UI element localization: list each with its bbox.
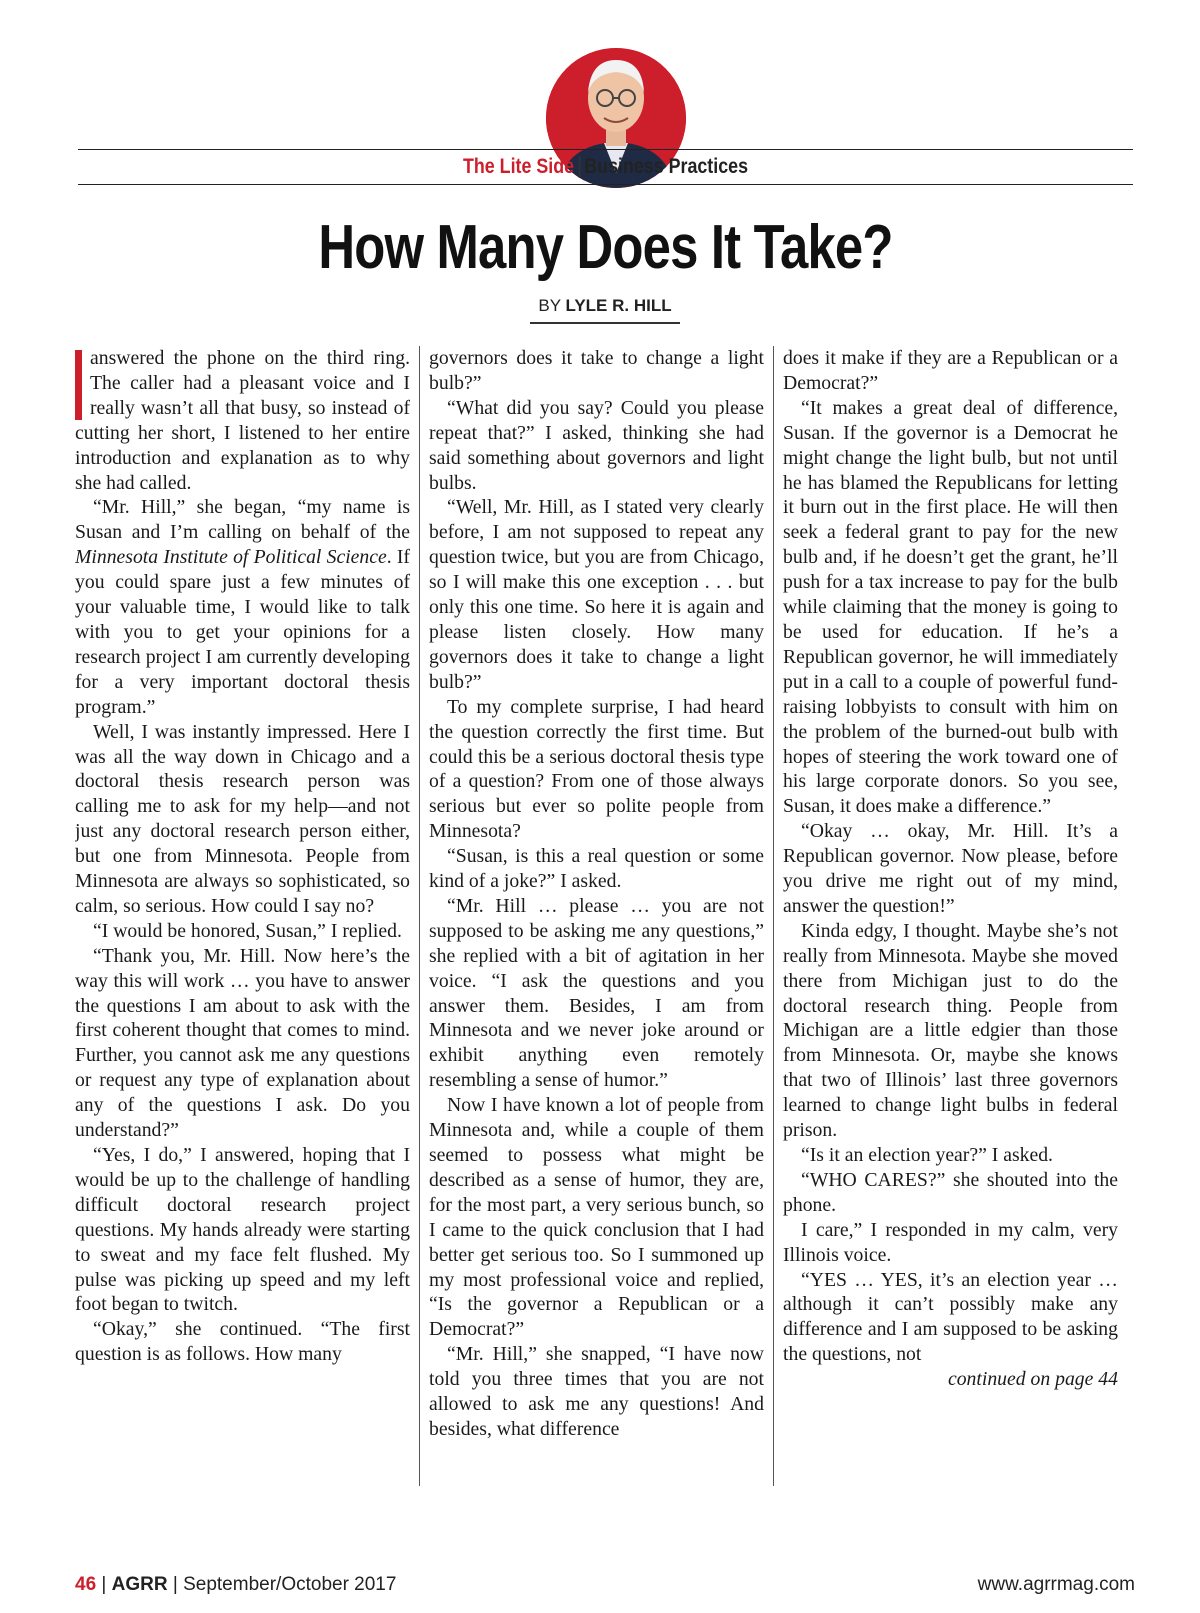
paragraph: To my complete surprise, I had heard the question correctly the first time. But could this be a serious doctoral thesis type of a question? From one of those always serious but ever so polite people from Minnesota?	[429, 695, 764, 843]
paragraph: “Susan, is this a real question or some kind of a joke?” I asked.	[429, 845, 764, 893]
paragraph: Kinda edgy, I thought. Maybe she’s not really from Minnesota. Maybe she moved there from Michigan just to do the doctoral research thing. People from Michigan are a little edgier than those from Minnesota. Or, maybe she knows that two of Illinois’ last three governors learned to change light bulbs in federal prison.	[783, 919, 1118, 1142]
drop-cap-bar	[75, 350, 82, 420]
footer-divider: |	[101, 1574, 107, 1595]
paragraph: “Well, Mr. Hill, as I stated very clearly before, I am not supposed to repeat any question twice, but you are from Chicago, so I will make this one exception . . . but only this one time. So here it is again and please listen closely. How many governors does it take to change a light bulb?”	[429, 496, 764, 693]
byline-prefix: BY	[538, 296, 561, 315]
paragraph-text: . If you could spare just a few minutes of your valuable time, I would like to talk with you to get your opinions for a research project I am currently developing for a very important doctoral thesis program.”	[75, 546, 410, 718]
column-2	[429, 346, 764, 1516]
institute-name: Minnesota Institute of Political Science	[75, 546, 387, 569]
section-header	[157, 152, 1054, 182]
page-footer	[75, 1572, 1135, 1598]
paragraph: “Mr. Hill,” she snapped, “I have now told you three times that you are not allowed to ask me any questions! And besides, what difference	[429, 1343, 764, 1440]
continued-note: continued on page 44	[947, 1368, 1118, 1391]
section-rule-top	[78, 149, 1133, 150]
paragraph: “Is it an election year?” I asked.	[801, 1144, 1053, 1166]
paragraph: “What did you say? Could you please repeat that?” I asked, thinking she had said something about governors and light bulbs.	[429, 396, 764, 494]
column-divider	[419, 346, 420, 1486]
paragraph: “I would be honored, Susan,” I replied.	[93, 919, 402, 942]
section-divider	[578, 156, 580, 178]
footer-left	[75, 1574, 396, 1596]
issue-date: September/October 2017	[183, 1574, 397, 1595]
paragraph: “Mr. Hill … please … you are not supposed to be asking me any questions,” she replied with a bit of agitation in her voice. “I ask the questions and you answer them. Besides, I am from Minnesota and we never joke around or exhibit anything even remotely resembling a sense of humor.”	[429, 894, 764, 1092]
article-body	[75, 346, 1135, 1516]
byline-author: LYLE R. HILL	[565, 296, 672, 315]
paragraph	[75, 495, 410, 719]
paragraph: “It makes a great deal of difference, Susan. If the governor is a Democrat he might change the light bulb, but not until he has blamed the Republicans for letting it burn out in the first place. He will then seek a federal grant to pay for the new bulb and, if he doesn’t get the grant, he’ll push for a tax increase to pay for the bulb while claiming that the money is going to be used for education. If he’s a Republican governor, he will immediately put in a call to a couple of powerful fund-raising lobbyists to consult with him on the problem of the burned-out bulb with hopes of steering the work toward one of his large corporate donors. So you see, Susan, it does make a difference.”	[783, 396, 1118, 818]
column-1	[75, 346, 410, 1516]
paragraph: “Okay … okay, Mr. Hill. It’s a Republican governor. Now please, before you drive me right out of my mind, answer the question!”	[783, 820, 1118, 917]
page-number: 46	[75, 1574, 97, 1595]
paragraph: Now I have known a lot of people from Minnesota and, while a couple of them seemed to possess what might be described as a sense of humor, they are, for the most part, a very serious bunch, so I came to the quick conclusion that I had better get serious too. So I summoned up my most professional voice and replied, “Is the governor a Republican or a Democrat?”	[429, 1094, 764, 1341]
paragraph: “Yes, I do,” I answered, hoping that I would be up to the challenge of handling difficult doctoral research project questions. My hands already were starting to sweat and my face felt flushed. My pulse was picking up speed and my left foot began to twitch.	[75, 1144, 410, 1316]
section-label-business-practices: Business Practices	[584, 155, 748, 178]
magazine-name: AGRR	[111, 1574, 168, 1595]
paragraph-text: “Mr. Hill,” she began, “my name is Susan and I’m calling on behalf of the	[75, 496, 410, 544]
paragraph: governors does it take to change a light bulb?”	[429, 347, 764, 394]
footer-divider: |	[172, 1574, 178, 1595]
paragraph: “YES … YES, it’s an election year … although it can’t possibly make any difference and I am supposed to be asking the questions, not	[783, 1268, 1118, 1366]
paragraph: “Thank you, Mr. Hill. Now here’s the way this will work … you have to answer the questions I am about to ask with the first coherent thought that comes to mind. Further, you cannot ask me any questions or request any type of explanation about any of the questions I ask. Do you understand?”	[75, 944, 410, 1142]
paragraph: does it make if they are a Republican or a Democrat?”	[783, 347, 1118, 394]
section-label-lite-side: The Lite Side	[462, 155, 575, 178]
column-divider	[773, 346, 774, 1486]
paragraph: I care,” I responded in my calm, very Illinois voice.	[783, 1218, 1118, 1266]
paragraph	[75, 346, 410, 495]
paragraph-text: answered the phone on the third ring. The caller had a pleasant voice and I really wasn’t all that busy, so instead of cutting her short, I listened to her entire introduction and explanation as to why she had called.	[75, 347, 410, 494]
article-title: How Many Does It Take?	[318, 213, 893, 282]
paragraph: Well, I was instantly impressed. Here I was all the way down in Chicago and a doctoral thesis research person was calling me to ask for my help—and not just any doctoral research person either, but one from Minnesota. People from Minnesota are always so sophisticated, so calm, so serious. How could I say no?	[75, 720, 410, 917]
website-url: www.agrrmag.com	[977, 1574, 1135, 1595]
byline	[530, 296, 680, 324]
section-rule-bottom	[78, 184, 1133, 185]
column-3	[783, 346, 1118, 1516]
paragraph: “Okay,” she continued. “The first question is as follows. How many	[75, 1318, 410, 1366]
paragraph: “WHO CARES?” she shouted into the phone.	[783, 1168, 1118, 1216]
